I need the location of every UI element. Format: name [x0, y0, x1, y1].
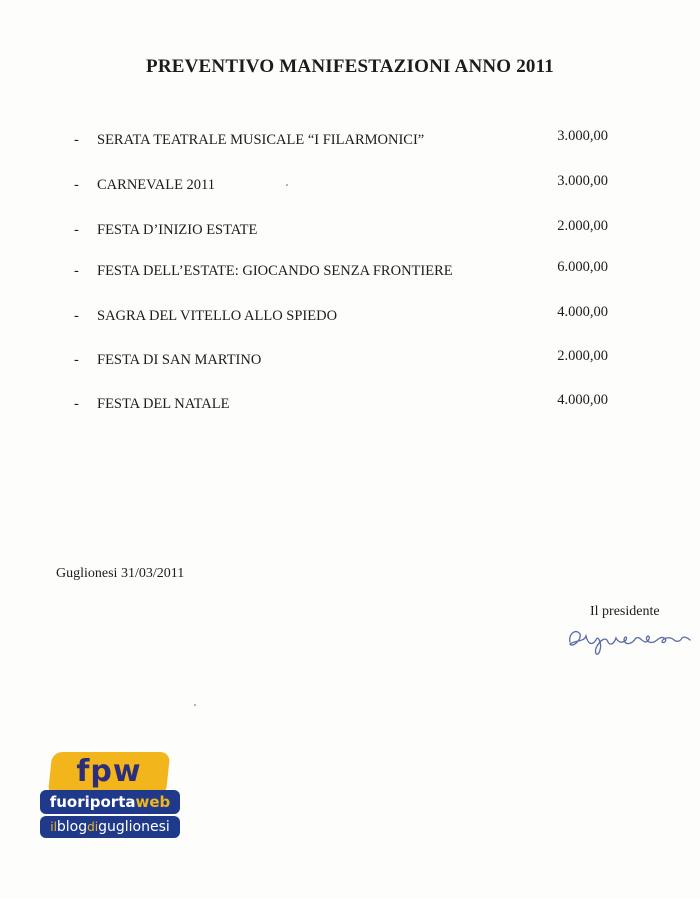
list-bullet: - — [74, 263, 79, 279]
event-amount: 2.000,00 — [557, 348, 608, 364]
scan-speck — [286, 184, 288, 186]
event-label: FESTA DELL’ESTATE: GIOCANDO SENZA FRONTIERE — [97, 263, 453, 279]
handwritten-signature — [566, 620, 700, 660]
list-item — [0, 304, 700, 328]
event-label: FESTA D’INIZIO ESTATE — [97, 222, 258, 238]
list-bullet: - — [74, 396, 79, 412]
event-label: SERATA TEATRALE MUSICALE “I FILARMONICI” — [97, 132, 425, 148]
event-amount: 3.000,00 — [557, 128, 608, 144]
scan-speck — [194, 704, 196, 706]
fuoriportaweb-logo — [40, 752, 180, 842]
list-bullet: - — [74, 222, 79, 238]
event-amount: 4.000,00 — [557, 304, 608, 320]
list-item — [0, 128, 700, 152]
list-bullet: - — [74, 308, 79, 324]
logo-tagline: ilblogdiguglionesi — [40, 816, 180, 838]
list-item — [0, 348, 700, 372]
list-item — [0, 218, 700, 242]
event-amount: 3.000,00 — [557, 173, 608, 189]
event-label: SAGRA DEL VITELLO ALLO SPIEDO — [97, 308, 338, 324]
document-title: PREVENTIVO MANIFESTAZIONI ANNO 2011 — [146, 56, 554, 77]
list-bullet: - — [74, 132, 79, 148]
event-amount: 2.000,00 — [557, 218, 608, 234]
event-label: CARNEVALE 2011 — [97, 177, 216, 193]
list-item — [0, 392, 700, 416]
event-amount: 6.000,00 — [557, 259, 608, 275]
logo-mark: fpw — [76, 754, 142, 789]
list-item — [0, 259, 700, 283]
list-bullet: - — [74, 177, 79, 193]
place-date: Guglionesi 31/03/2011 — [56, 566, 185, 581]
list-bullet: - — [74, 352, 79, 368]
event-label: FESTA DI SAN MARTINO — [97, 352, 262, 368]
signer-role: Il presidente — [590, 604, 660, 619]
event-label: FESTA DEL NATALE — [97, 396, 230, 412]
logo-name: fuoriportaweb — [40, 790, 180, 814]
event-amount: 4.000,00 — [557, 392, 608, 408]
list-item — [0, 173, 700, 197]
